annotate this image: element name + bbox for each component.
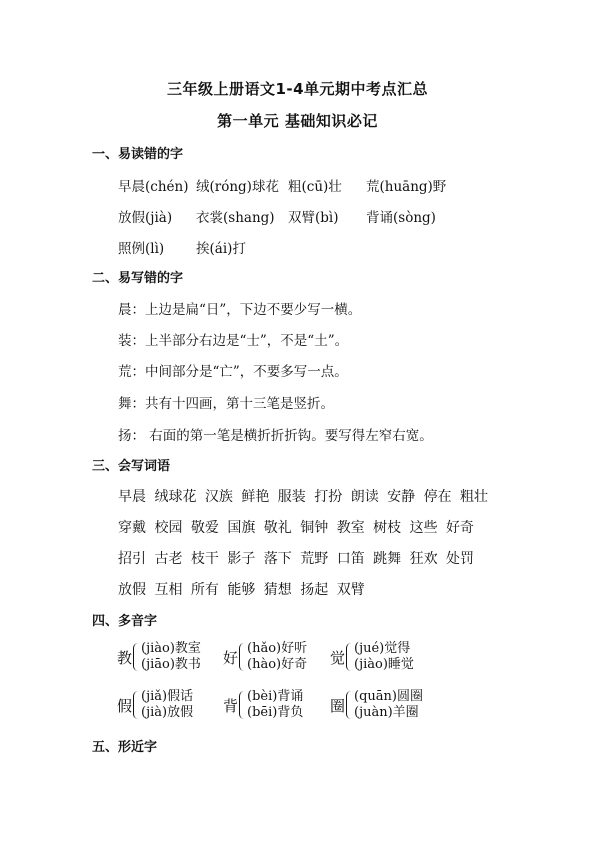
brace-icon: [239, 691, 245, 719]
polyphone-group: [330, 639, 414, 675]
polyphone-group: [223, 687, 303, 723]
section-heading-similar-chars: 五、形近字: [92, 740, 158, 755]
brace-icon: [239, 643, 245, 671]
polyphone-group: [117, 639, 201, 675]
polyphone-char: 圈: [330, 696, 346, 715]
easy-write-item: 晨：上边是扁“日”，下边不要少写一横。: [118, 302, 362, 318]
easy-read-item: 绒(róng)球花: [196, 179, 279, 195]
polyphone-group: [330, 687, 423, 723]
polyphone-char: 觉: [330, 648, 346, 667]
easy-write-item: 舞：共有十四画，第十三笔是竖折。: [118, 396, 334, 412]
easy-read-item: 放假(jià): [118, 210, 173, 226]
polyphone-group: [117, 687, 193, 723]
unit-subtitle: 第一单元 基础知识必记: [217, 112, 378, 130]
polyphone-char: 假: [117, 696, 133, 715]
polyphone-reading: (jiào)教室: [141, 641, 201, 656]
section-heading-vocab: 三、会写词语: [92, 459, 171, 474]
easy-write-item: 扬： 右面的第一笔是横折折折钩。要写得左窄右宽。: [118, 428, 433, 444]
polyphone-group: [223, 639, 307, 675]
vocab-row: 穿戴 校园 敬爱 国旗 敬礼 铜钟 教室 树枝 这些 好奇: [118, 520, 475, 536]
easy-read-item: 荒(huāng)野: [366, 179, 447, 195]
polyphone-reading: (hǎo)好听: [247, 641, 308, 656]
easy-write-item: 装：上半部分右边是“士”，不是“土”。: [118, 333, 349, 349]
polyphone-reading: (bèi)背诵: [247, 689, 304, 704]
polyphone-reading: (hào)好奇: [247, 657, 308, 672]
section-heading-easy-read: 一、易读错的字: [92, 147, 184, 162]
polyphone-char: 背: [223, 696, 239, 715]
easy-read-item: 挨(ái)打: [196, 241, 246, 257]
polyphone-reading: (jiāo)教书: [141, 657, 201, 672]
polyphone-reading: (juàn)羊圈: [354, 705, 419, 720]
polyphone-reading: (quān)圆圈: [354, 689, 423, 704]
polyphone-reading: (jiào)睡觉: [354, 657, 414, 672]
polyphone-reading: (jiǎ)假话: [141, 689, 194, 704]
easy-read-item: 双臂(bì): [288, 210, 339, 226]
polyphone-char: 教: [117, 648, 133, 667]
document-title: 三年级上册语文1-4单元期中考点汇总: [166, 80, 429, 98]
easy-read-item: 粗(cū)壮: [288, 179, 342, 195]
vocab-row: 招引 古老 枝干 影子 落下 荒野 口笛 跳舞 狂欢 处罚: [118, 551, 475, 567]
brace-icon: [346, 691, 352, 719]
polyphone-reading: (bēi)背负: [247, 705, 304, 720]
polyphone-reading: (jué)觉得: [354, 641, 411, 656]
brace-icon: [133, 691, 139, 719]
vocab-row: 放假 互相 所有 能够 猜想 扬起 双臂: [118, 582, 365, 598]
polyphone-char: 好: [223, 648, 239, 667]
easy-read-item: 早晨(chén): [118, 179, 189, 195]
polyphone-reading: (jià)放假: [141, 705, 194, 720]
section-heading-easy-write: 二、易写错的字: [92, 271, 184, 286]
easy-read-item: 背诵(sòng): [366, 210, 436, 226]
easy-write-item: 荒：中间部分是“亡”，不要多写一点。: [118, 364, 348, 380]
vocab-row: 早晨 绒球花 汉族 鲜艳 服装 打扮 朗读 安静 停在 粗壮: [118, 489, 489, 505]
brace-icon: [133, 643, 139, 671]
easy-read-item: 照例(lì): [118, 241, 165, 257]
section-heading-polyphones: 四、多音字: [92, 614, 158, 629]
brace-icon: [346, 643, 352, 671]
easy-read-item: 衣裳(shang): [196, 210, 275, 226]
